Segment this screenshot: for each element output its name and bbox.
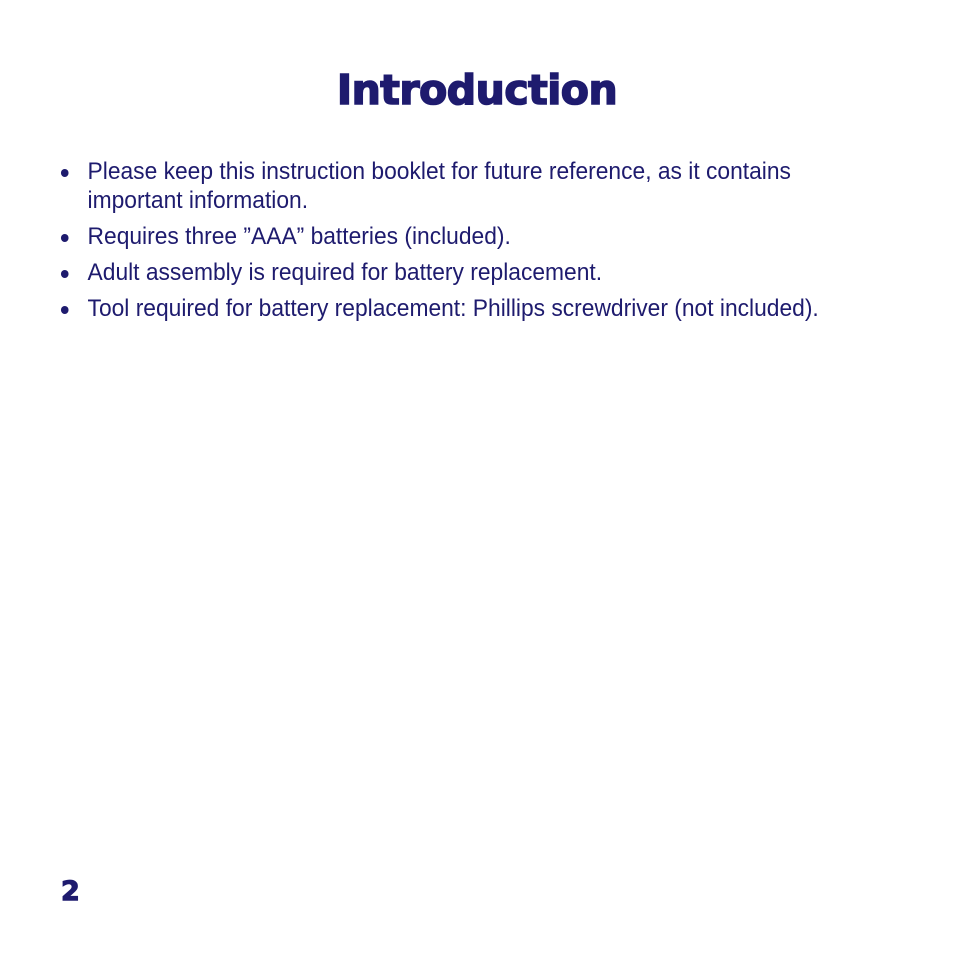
list-item-text: Adult assembly is required for battery replacement.: [87, 259, 603, 286]
page-title: Introduction: [336, 66, 618, 114]
list-item-text: Please keep this instruction booklet for future reference, as it contains important information.: [87, 158, 791, 214]
bullet-dot-icon: [61, 270, 69, 278]
bullet-list: [60, 157, 910, 330]
bullet-dot-icon: [61, 306, 69, 314]
list-item: [60, 294, 868, 323]
list-item-text: Tool required for battery replacement: Phillips screwdriver (not included).: [87, 295, 819, 322]
list-item: [60, 222, 868, 251]
list-item: [60, 157, 868, 215]
list-item: [60, 258, 868, 287]
bullet-dot-icon: [61, 234, 69, 242]
list-item-text: Requires three ”AAA” batteries (included).: [87, 223, 511, 250]
page-number: 2: [61, 876, 80, 907]
bullet-dot-icon: [61, 169, 69, 177]
